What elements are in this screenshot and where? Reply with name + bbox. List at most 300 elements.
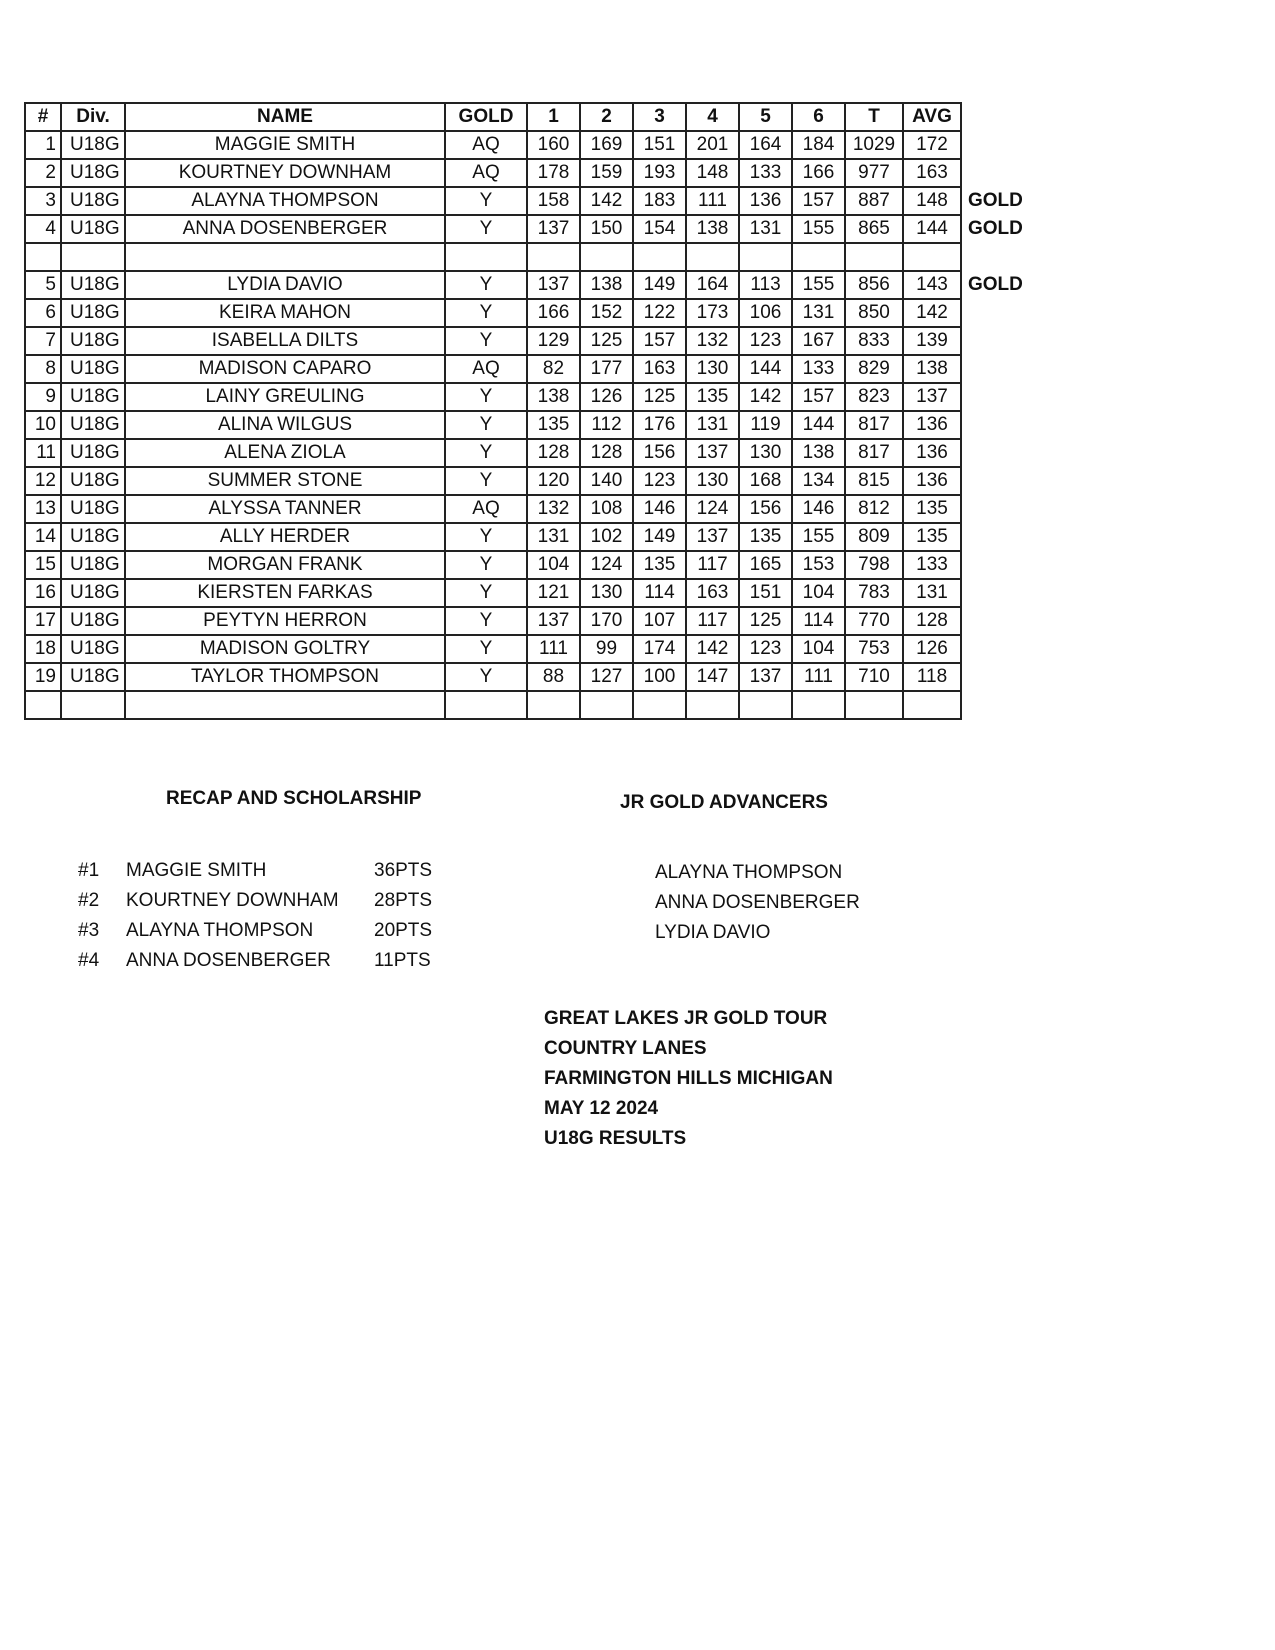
average-cell: 118 [903, 663, 961, 691]
game-6-cell: 153 [792, 551, 845, 579]
name-cell: ISABELLA DILTS [125, 327, 445, 355]
game-6-cell: 133 [792, 355, 845, 383]
division-cell [61, 243, 125, 271]
game-6-cell: 157 [792, 187, 845, 215]
game-5-cell: 137 [739, 663, 792, 691]
game-6-cell: 131 [792, 299, 845, 327]
results-body [25, 131, 1027, 719]
game-3-cell [633, 243, 686, 271]
game-3-cell: 151 [633, 131, 686, 159]
recap-rank: #3 [78, 920, 100, 941]
recap-item [78, 886, 454, 916]
rank-cell: 11 [25, 439, 61, 467]
gold-advancer-mark [961, 299, 1027, 327]
advancer-name: ANNA DOSENBERGER [655, 892, 860, 913]
gold-advancer-mark: GOLD [968, 218, 1023, 239]
table-row [25, 411, 1027, 439]
game-5-cell: 131 [739, 215, 792, 243]
gold-cell: Y [445, 215, 527, 243]
total-cell [845, 243, 903, 271]
game-6-cell: 184 [792, 131, 845, 159]
gold-cell: Y [445, 383, 527, 411]
division-cell: U18G [61, 159, 125, 187]
name-cell: ALAYNA THOMPSON [125, 187, 445, 215]
game-5-cell: 142 [739, 383, 792, 411]
table-row [25, 383, 1027, 411]
game-3-cell: 163 [633, 355, 686, 383]
header-gold: GOLD [445, 103, 527, 131]
header-division: Div. [61, 103, 125, 131]
total-cell: 812 [845, 495, 903, 523]
name-cell [125, 691, 445, 719]
recap-name: ALAYNA THOMPSON [126, 920, 314, 941]
game-5-cell: 106 [739, 299, 792, 327]
gold-cell: AQ [445, 495, 527, 523]
gold-cell: AQ [445, 131, 527, 159]
game-2-cell [580, 691, 633, 719]
total-cell: 783 [845, 579, 903, 607]
game-2-cell: 159 [580, 159, 633, 187]
recap-rank: #1 [78, 860, 100, 881]
total-cell: 833 [845, 327, 903, 355]
recap-pts: 20PTS [374, 920, 433, 941]
table-row [25, 495, 1027, 523]
recap-pts: 28PTS [374, 890, 433, 911]
total-cell: 770 [845, 607, 903, 635]
game-3-cell: 123 [633, 467, 686, 495]
average-cell: 133 [903, 551, 961, 579]
gold-advancer-mark [961, 383, 1027, 411]
game-6-cell: 157 [792, 383, 845, 411]
average-cell: 138 [903, 355, 961, 383]
division-cell: U18G [61, 635, 125, 663]
total-cell: 809 [845, 523, 903, 551]
game-3-cell: 146 [633, 495, 686, 523]
header-total: T [845, 103, 903, 131]
division-cell: U18G [61, 131, 125, 159]
total-cell: 887 [845, 187, 903, 215]
recap-rank: #2 [78, 890, 100, 911]
gold-advancer-mark [961, 691, 1027, 719]
table-row [25, 299, 1027, 327]
total-cell: 710 [845, 663, 903, 691]
game-1-cell: 131 [527, 523, 580, 551]
gold-advancer-mark [961, 607, 1027, 635]
name-cell: ANNA DOSENBERGER [125, 215, 445, 243]
division-cell: U18G [61, 495, 125, 523]
header-name: NAME [125, 103, 445, 131]
gold-advancer-mark [961, 551, 1027, 579]
advancer-name: LYDIA DAVIO [655, 922, 771, 943]
average-cell: 128 [903, 607, 961, 635]
game-1-cell: 104 [527, 551, 580, 579]
game-2-cell: 150 [580, 215, 633, 243]
average-cell: 172 [903, 131, 961, 159]
game-6-cell: 146 [792, 495, 845, 523]
game-4-cell: 163 [686, 579, 739, 607]
game-4-cell: 148 [686, 159, 739, 187]
game-2-cell [580, 243, 633, 271]
total-cell: 850 [845, 299, 903, 327]
rank-cell: 10 [25, 411, 61, 439]
game-1-cell: 137 [527, 607, 580, 635]
division-cell: U18G [61, 523, 125, 551]
game-6-cell: 104 [792, 635, 845, 663]
average-cell: 139 [903, 327, 961, 355]
table-row [25, 327, 1027, 355]
game-4-cell: 130 [686, 355, 739, 383]
game-5-cell: 164 [739, 131, 792, 159]
table-row [25, 243, 1027, 271]
advancers-list [655, 858, 860, 948]
rank-cell: 12 [25, 467, 61, 495]
game-3-cell: 154 [633, 215, 686, 243]
average-cell: 136 [903, 411, 961, 439]
average-cell: 136 [903, 439, 961, 467]
game-2-cell: 140 [580, 467, 633, 495]
division-cell: U18G [61, 663, 125, 691]
total-cell: 817 [845, 439, 903, 467]
game-1-cell: 82 [527, 355, 580, 383]
game-1-cell: 88 [527, 663, 580, 691]
game-3-cell: 122 [633, 299, 686, 327]
gold-cell: AQ [445, 355, 527, 383]
header-game-1: 1 [527, 103, 580, 131]
results-table [24, 102, 1028, 720]
game-1-cell: 135 [527, 411, 580, 439]
name-cell: ALENA ZIOLA [125, 439, 445, 467]
division-cell: U18G [61, 271, 125, 299]
rank-cell: 2 [25, 159, 61, 187]
game-5-cell: 165 [739, 551, 792, 579]
average-cell [903, 243, 961, 271]
gold-advancer-mark [961, 467, 1027, 495]
total-cell: 798 [845, 551, 903, 579]
table-row [25, 663, 1027, 691]
gold-cell: Y [445, 271, 527, 299]
rank-cell: 5 [25, 271, 61, 299]
game-2-cell: 128 [580, 439, 633, 467]
table-row [25, 355, 1027, 383]
game-5-cell: 119 [739, 411, 792, 439]
game-2-cell: 99 [580, 635, 633, 663]
table-row [25, 551, 1027, 579]
total-cell: 815 [845, 467, 903, 495]
game-2-cell: 127 [580, 663, 633, 691]
game-1-cell: 178 [527, 159, 580, 187]
gold-cell: Y [445, 327, 527, 355]
game-1-cell: 166 [527, 299, 580, 327]
game-4-cell: 137 [686, 523, 739, 551]
game-5-cell: 168 [739, 467, 792, 495]
game-3-cell: 193 [633, 159, 686, 187]
game-2-cell: 142 [580, 187, 633, 215]
name-cell: PEYTYN HERRON [125, 607, 445, 635]
gold-cell: Y [445, 635, 527, 663]
game-1-cell: 129 [527, 327, 580, 355]
average-cell [903, 691, 961, 719]
name-cell: MADISON CAPARO [125, 355, 445, 383]
game-4-cell: 124 [686, 495, 739, 523]
total-cell: 977 [845, 159, 903, 187]
header-game-5: 5 [739, 103, 792, 131]
gold-cell: Y [445, 607, 527, 635]
game-5-cell: 123 [739, 635, 792, 663]
event-info [544, 1004, 833, 1154]
game-5-cell: 123 [739, 327, 792, 355]
rank-cell [25, 691, 61, 719]
game-2-cell: 102 [580, 523, 633, 551]
game-2-cell: 170 [580, 607, 633, 635]
game-3-cell: 174 [633, 635, 686, 663]
gold-advancer-mark [961, 635, 1027, 663]
gold-cell: AQ [445, 159, 527, 187]
game-1-cell: 111 [527, 635, 580, 663]
division-cell: U18G [61, 187, 125, 215]
recap-pts: 11PTS [374, 950, 431, 971]
game-6-cell: 166 [792, 159, 845, 187]
rank-cell: 19 [25, 663, 61, 691]
game-5-cell: 113 [739, 271, 792, 299]
total-cell: 856 [845, 271, 903, 299]
game-4-cell: 117 [686, 607, 739, 635]
game-4-cell: 173 [686, 299, 739, 327]
name-cell [125, 243, 445, 271]
average-cell: 143 [903, 271, 961, 299]
total-cell: 753 [845, 635, 903, 663]
division-cell: U18G [61, 215, 125, 243]
rank-cell: 16 [25, 579, 61, 607]
header-game-2: 2 [580, 103, 633, 131]
recap-name: ANNA DOSENBERGER [126, 950, 331, 971]
name-cell: ALYSSA TANNER [125, 495, 445, 523]
rank-cell: 14 [25, 523, 61, 551]
game-1-cell: 158 [527, 187, 580, 215]
recap-name: KOURTNEY DOWNHAM [126, 890, 339, 911]
gold-advancer-mark [961, 579, 1027, 607]
table-row [25, 439, 1027, 467]
gold-advancer-mark [961, 131, 1027, 159]
header-game-6: 6 [792, 103, 845, 131]
name-cell: LAINY GREULING [125, 383, 445, 411]
game-3-cell: 156 [633, 439, 686, 467]
game-5-cell: 125 [739, 607, 792, 635]
game-2-cell: 169 [580, 131, 633, 159]
game-4-cell [686, 243, 739, 271]
gold-cell: Y [445, 663, 527, 691]
header-rank: # [25, 103, 61, 131]
total-cell: 823 [845, 383, 903, 411]
gold-advancer-mark: GOLD [968, 190, 1023, 211]
event-info-line: FARMINGTON HILLS MICHIGAN [544, 1068, 833, 1089]
division-cell: U18G [61, 411, 125, 439]
game-3-cell: 157 [633, 327, 686, 355]
rank-cell [25, 243, 61, 271]
game-4-cell: 147 [686, 663, 739, 691]
name-cell: TAYLOR THOMPSON [125, 663, 445, 691]
rank-cell: 7 [25, 327, 61, 355]
gold-cell: Y [445, 467, 527, 495]
header-game-3: 3 [633, 103, 686, 131]
recap-heading: RECAP AND SCHOLARSHIP [166, 788, 422, 809]
gold-advancer-mark [961, 523, 1027, 551]
name-cell: KOURTNEY DOWNHAM [125, 159, 445, 187]
average-cell: 135 [903, 495, 961, 523]
rank-cell: 17 [25, 607, 61, 635]
game-1-cell: 138 [527, 383, 580, 411]
game-4-cell: 132 [686, 327, 739, 355]
name-cell: MORGAN FRANK [125, 551, 445, 579]
table-row [25, 691, 1027, 719]
gold-cell: Y [445, 551, 527, 579]
game-3-cell: 107 [633, 607, 686, 635]
table-row [25, 467, 1027, 495]
game-6-cell: 138 [792, 439, 845, 467]
game-2-cell: 126 [580, 383, 633, 411]
game-6-cell: 104 [792, 579, 845, 607]
average-cell: 148 [903, 187, 961, 215]
division-cell: U18G [61, 551, 125, 579]
gold-advancer-mark [961, 495, 1027, 523]
game-5-cell [739, 691, 792, 719]
gold-cell: Y [445, 411, 527, 439]
division-cell: U18G [61, 439, 125, 467]
gold-cell: Y [445, 439, 527, 467]
recap-item [78, 916, 454, 946]
gold-advancer-mark [961, 439, 1027, 467]
game-2-cell: 108 [580, 495, 633, 523]
game-6-cell: 155 [792, 523, 845, 551]
game-4-cell: 164 [686, 271, 739, 299]
total-cell: 865 [845, 215, 903, 243]
rank-cell: 18 [25, 635, 61, 663]
gold-advancer-mark [961, 411, 1027, 439]
table-row [25, 215, 1027, 243]
division-cell: U18G [61, 607, 125, 635]
game-1-cell: 132 [527, 495, 580, 523]
name-cell: KIERSTEN FARKAS [125, 579, 445, 607]
rank-cell: 8 [25, 355, 61, 383]
game-1-cell [527, 691, 580, 719]
average-cell: 135 [903, 523, 961, 551]
rank-cell: 13 [25, 495, 61, 523]
gold-advancer-mark [961, 663, 1027, 691]
name-cell: ALLY HERDER [125, 523, 445, 551]
game-6-cell: 155 [792, 271, 845, 299]
division-cell: U18G [61, 299, 125, 327]
game-1-cell: 120 [527, 467, 580, 495]
recap-item [78, 946, 454, 976]
game-4-cell: 137 [686, 439, 739, 467]
gold-cell: Y [445, 299, 527, 327]
table-header-row [25, 103, 1027, 131]
game-4-cell: 111 [686, 187, 739, 215]
game-4-cell: 142 [686, 635, 739, 663]
game-1-cell: 128 [527, 439, 580, 467]
event-info-line: COUNTRY LANES [544, 1038, 707, 1059]
table-row [25, 635, 1027, 663]
game-5-cell: 151 [739, 579, 792, 607]
name-cell: MAGGIE SMITH [125, 131, 445, 159]
game-2-cell: 112 [580, 411, 633, 439]
game-6-cell: 114 [792, 607, 845, 635]
recap-rank: #4 [78, 950, 100, 971]
gold-cell: Y [445, 187, 527, 215]
name-cell: KEIRA MAHON [125, 299, 445, 327]
game-1-cell: 121 [527, 579, 580, 607]
game-4-cell: 138 [686, 215, 739, 243]
game-5-cell: 144 [739, 355, 792, 383]
game-5-cell: 135 [739, 523, 792, 551]
game-3-cell: 114 [633, 579, 686, 607]
recap-pts: 36PTS [374, 860, 433, 881]
game-1-cell: 137 [527, 215, 580, 243]
gold-advancer-mark: GOLD [968, 274, 1023, 295]
game-6-cell: 144 [792, 411, 845, 439]
recap-item [78, 856, 454, 886]
game-6-cell: 155 [792, 215, 845, 243]
game-6-cell: 167 [792, 327, 845, 355]
game-4-cell: 117 [686, 551, 739, 579]
game-2-cell: 177 [580, 355, 633, 383]
average-cell: 131 [903, 579, 961, 607]
total-cell: 829 [845, 355, 903, 383]
game-6-cell: 111 [792, 663, 845, 691]
game-2-cell: 124 [580, 551, 633, 579]
event-info-line: U18G RESULTS [544, 1128, 687, 1149]
game-6-cell [792, 243, 845, 271]
gold-advancer-mark [961, 159, 1027, 187]
average-cell: 126 [903, 635, 961, 663]
division-cell: U18G [61, 383, 125, 411]
game-2-cell: 125 [580, 327, 633, 355]
average-cell: 136 [903, 467, 961, 495]
game-6-cell: 134 [792, 467, 845, 495]
average-cell: 137 [903, 383, 961, 411]
game-6-cell [792, 691, 845, 719]
game-3-cell: 100 [633, 663, 686, 691]
game-2-cell: 152 [580, 299, 633, 327]
name-cell: LYDIA DAVIO [125, 271, 445, 299]
game-4-cell: 130 [686, 467, 739, 495]
division-cell: U18G [61, 355, 125, 383]
total-cell: 1029 [845, 131, 903, 159]
game-5-cell: 130 [739, 439, 792, 467]
average-cell: 142 [903, 299, 961, 327]
average-cell: 163 [903, 159, 961, 187]
game-3-cell: 125 [633, 383, 686, 411]
gold-cell [445, 243, 527, 271]
event-info-line: GREAT LAKES JR GOLD TOUR [544, 1008, 828, 1029]
total-cell: 817 [845, 411, 903, 439]
rank-cell: 4 [25, 215, 61, 243]
division-cell: U18G [61, 579, 125, 607]
game-1-cell [527, 243, 580, 271]
table-row [25, 131, 1027, 159]
advancer-name: ALAYNA THOMPSON [655, 862, 843, 883]
header-spacer [961, 103, 1027, 131]
game-4-cell [686, 691, 739, 719]
game-4-cell: 135 [686, 383, 739, 411]
recap-list [78, 856, 454, 976]
game-5-cell: 133 [739, 159, 792, 187]
gold-advancer-mark [961, 327, 1027, 355]
game-3-cell: 135 [633, 551, 686, 579]
game-2-cell: 138 [580, 271, 633, 299]
gold-cell: Y [445, 579, 527, 607]
game-4-cell: 201 [686, 131, 739, 159]
game-3-cell: 183 [633, 187, 686, 215]
